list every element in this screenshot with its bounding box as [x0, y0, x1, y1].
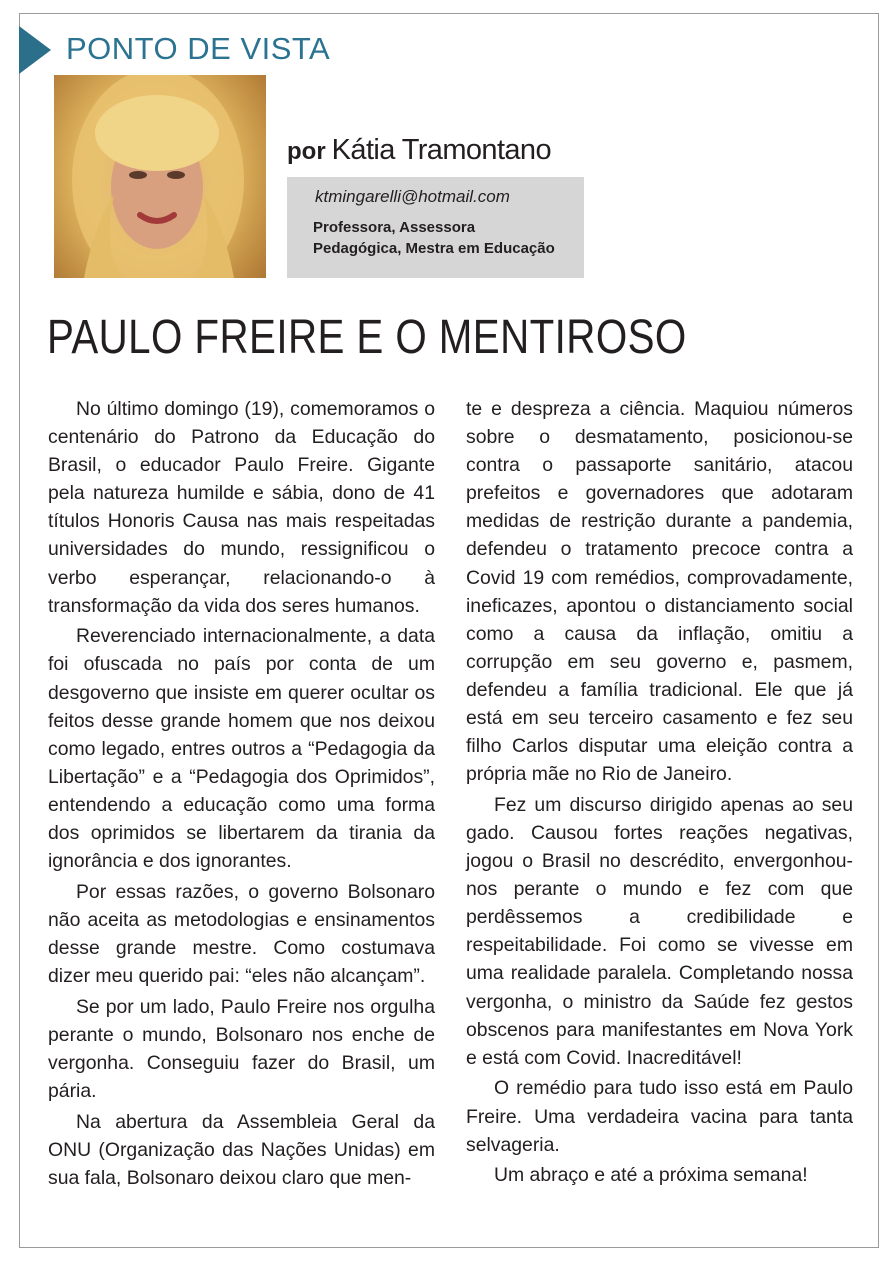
article-paragraph: Por essas razões, o governo Bolsonaro não aceita as metodologias e ensinamentos desse grande mestre. Como costumava dizer meu querido pai: “eles não alcançam”.	[48, 880, 435, 988]
article-paragraph: Na abertura da Assembleia Geral da ONU (Organização das Nações Unidas) em sua fala, Bolsonaro deixou claro que men-	[48, 1110, 435, 1189]
author-info-box	[287, 177, 584, 278]
author-byline	[287, 134, 551, 167]
article-paragraph: O remédio para tudo isso está em Paulo Freire. Uma verdadeira vacina para tanta selvageria.	[466, 1077, 853, 1156]
article-paragraph: Se por um lado, Paulo Freire nos orgulha perante o mundo, Bolsonaro nos enche de vergonha. Conseguiu fazer do Brasil, um pária.	[48, 995, 435, 1103]
article-column-left	[48, 395, 435, 1195]
byline-prefix: por	[287, 138, 326, 165]
article-paragraph: No último domingo (19), comemoramos o centenário do Patrono da Educação do Brasil, o educador Paulo Freire. Gigante pela natureza humilde e sábia, dono de 41 títulos Honoris Causa nas mais respeitadas universidades do mundo, ressignificou o verbo esperançar, relacionando-o à transformação da vida dos seres humanos.	[48, 398, 435, 617]
author-photo	[54, 75, 266, 278]
author-name: Kátia Tramontano	[331, 134, 551, 166]
article-paragraph: Fez um discurso dirigido apenas ao seu gado. Causou fortes reações negativas, jogou o Brasil no descrédito, envergonhou-nos perante o mundo e fez com que perdêssemos a credibilidade e respeitabilidade. Foi como se vivesse em uma realidade paralela. Completando nossa vergonha, o ministro da Saúde fez gestos obscenos para manifestantes em Nova York e está com Covid. Inacreditável!	[466, 793, 853, 1069]
article-paragraph: Um abraço e até a próxima semana!	[494, 1164, 808, 1187]
author-email[interactable]: ktmingarelli@hotmail.com	[315, 187, 510, 206]
article-column-right	[466, 395, 853, 1192]
section-marker-triangle-icon	[19, 26, 51, 74]
author-role	[313, 217, 574, 259]
author-role-line: Pedagógica, Mestra em Educação	[313, 240, 555, 257]
section-label: PONTO DE VISTA	[66, 31, 331, 66]
article-headline: PAULO FREIRE E O MENTIROSO	[47, 311, 687, 364]
author-portrait-illustration	[54, 75, 266, 278]
article-paragraph: Reverenciado internacionalmente, a data foi ofuscada no país por conta de um desgoverno que insiste em querer ocultar os feitos desse grande homem que nos deixou como legado, entres outros a “Pedagogia da Libertação” e a “Pedagogia dos Oprimidos”, entendendo a educação como uma forma dos oprimidos se libertarem da tirania da ignorância e dos ignorantes.	[48, 625, 435, 873]
author-role-line: Professora, Assessora	[313, 219, 476, 236]
article-paragraph: te e despreza a ciência. Maquiou números sobre o desmatamento, posicionou-se contra o passaporte sanitário, atacou prefeitos e governadores que adotaram medidas de restrição durante a pandemia, defendeu o tratamento precoce contra a Covid 19 com remédios, comprovadamente, ineficazes, apontou o distanciamento social como a causa da inflação, omitiu a corrupção em seu governo e, pasmem, defendeu a família tradicional. Ele que já está em seu terceiro casamento e fez seu filho Carlos disputar uma eleição contra a própria mãe no Rio de Janeiro.	[466, 398, 853, 786]
